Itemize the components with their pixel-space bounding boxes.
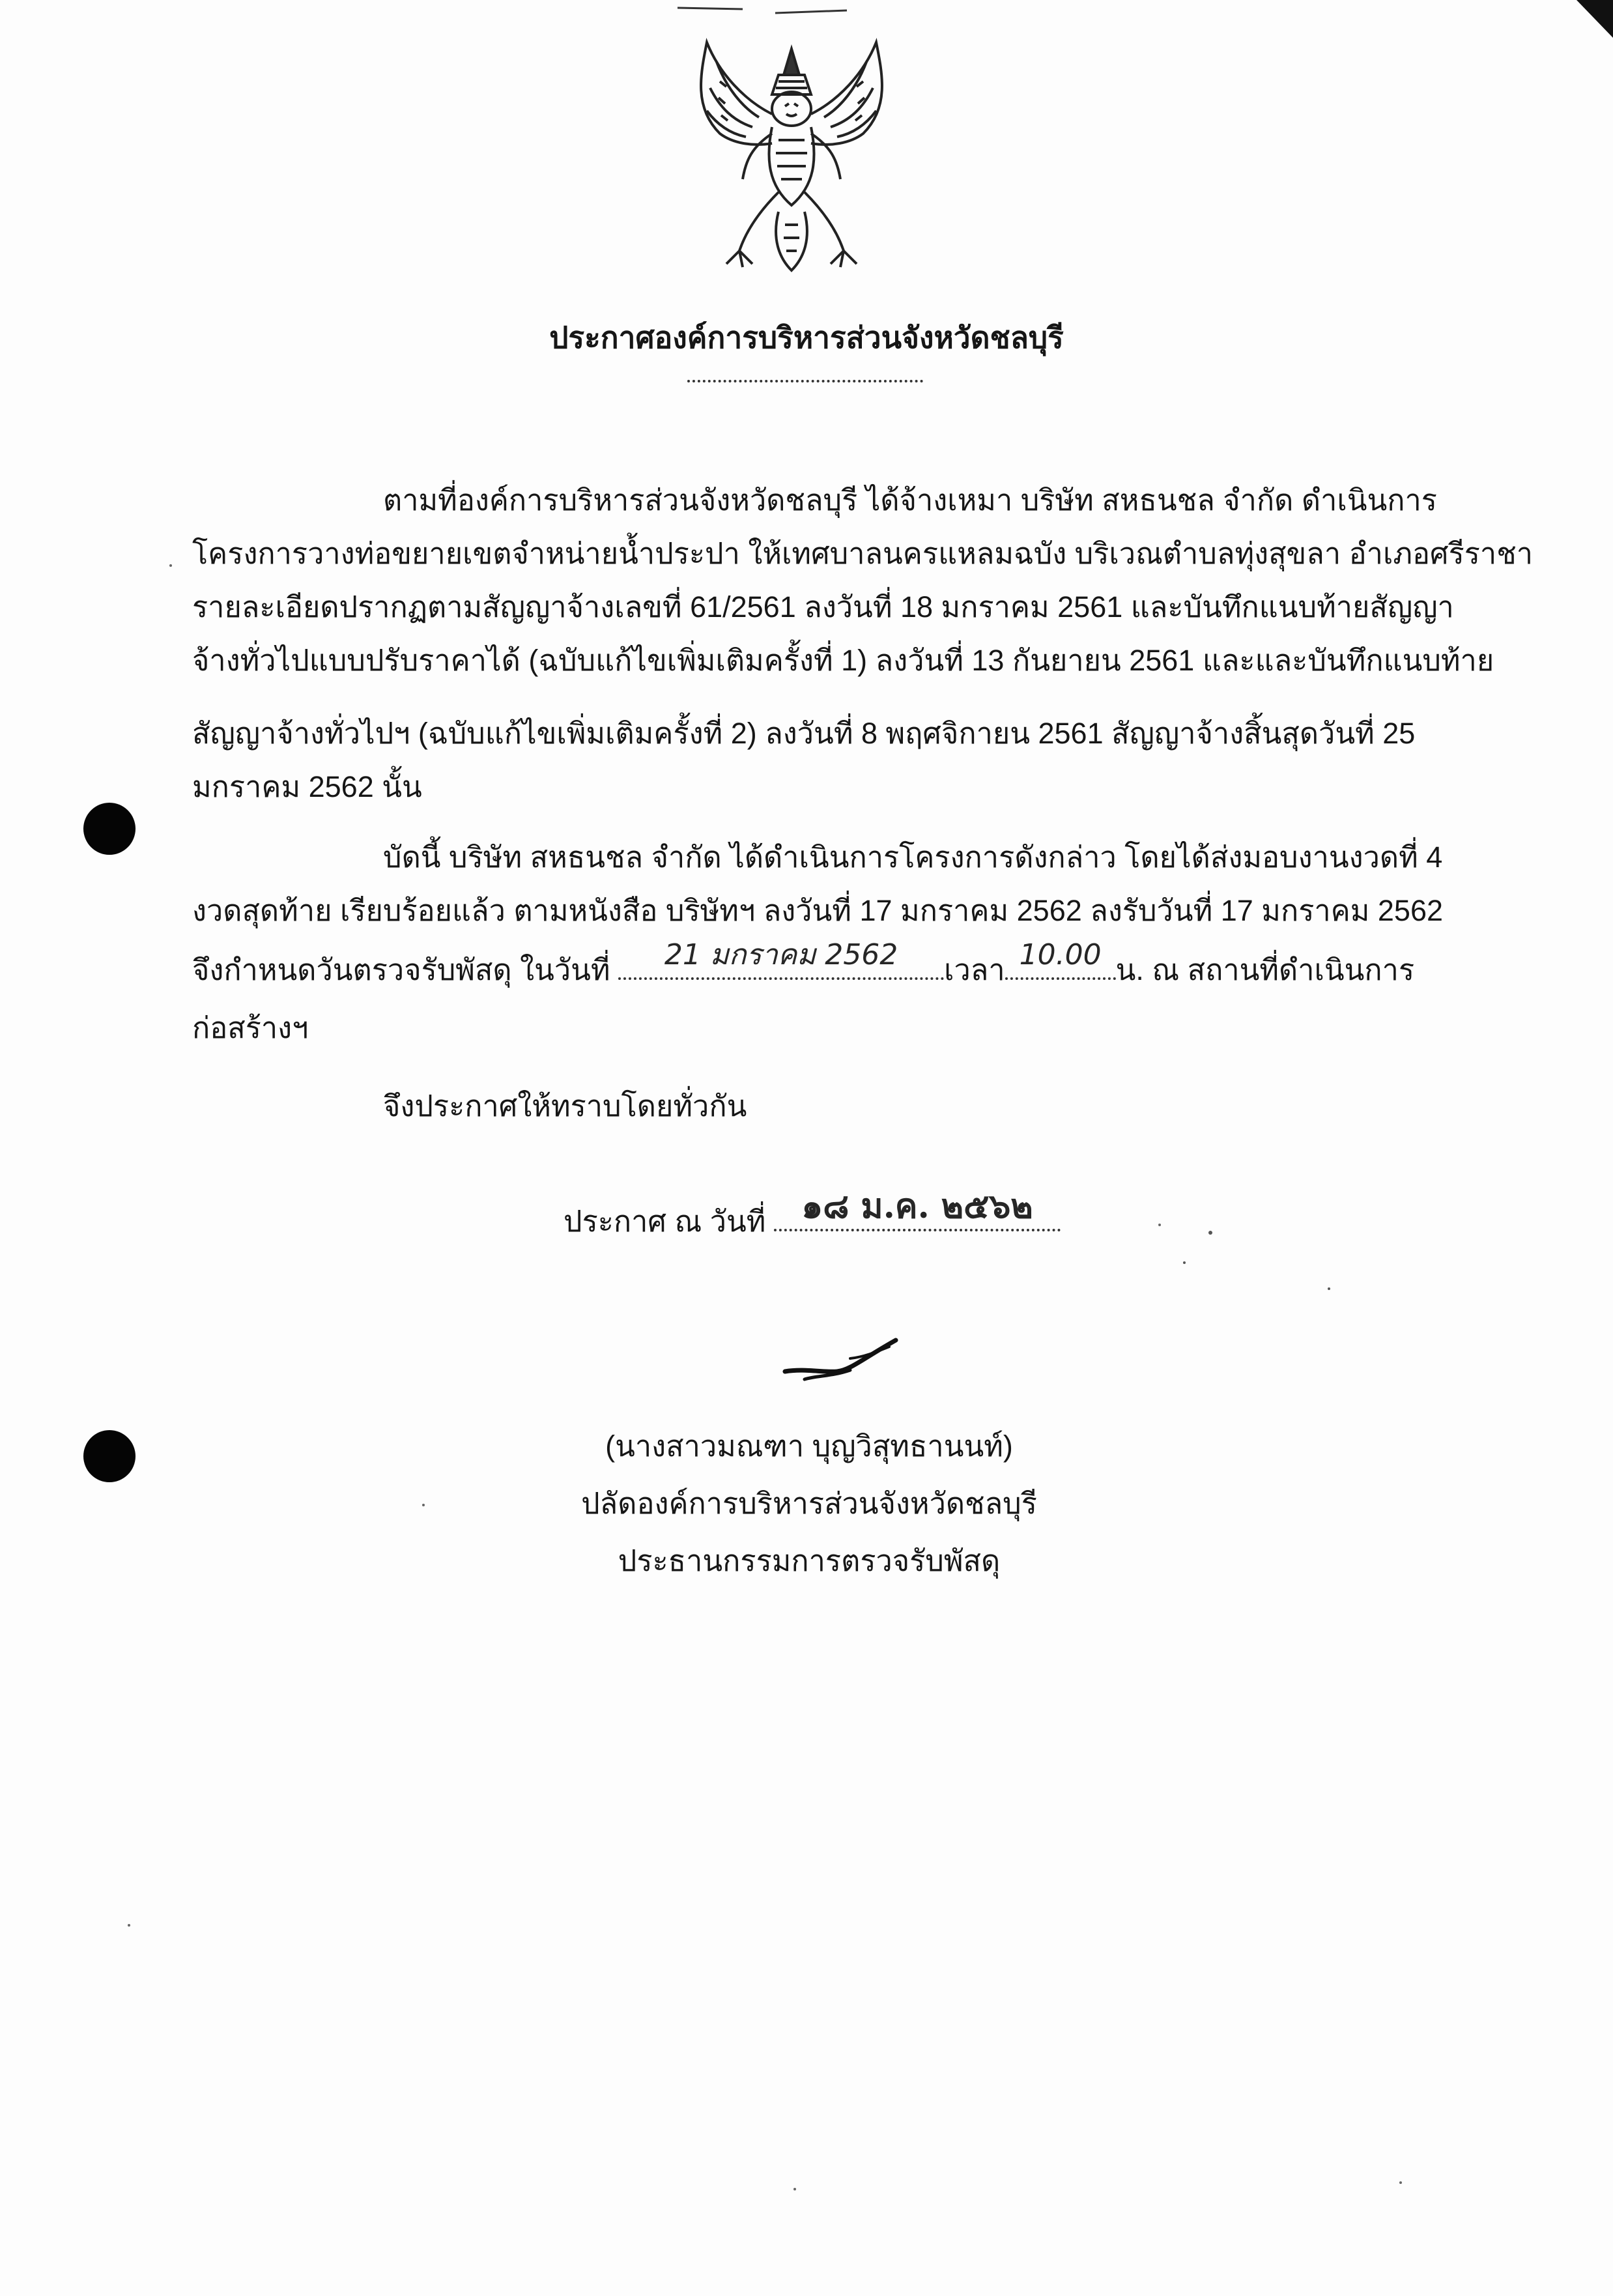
signatory-name: (นางสาวมณฑา บุญวิสุทธานนท์) (605, 1429, 1013, 1463)
announce-date-label: ประกาศ ณ วันที่ (564, 1205, 766, 1238)
inspection-prefix: จึงกำหนดวันตรวจรับพัสดุ ในวันที่ (192, 953, 610, 986)
document-title: ประกาศองค์การบริหารส่วนจังหวัดชลบุรี (549, 321, 1064, 354)
paragraph1-line6: มกราคม 2562 นั้น (192, 770, 422, 803)
signatory-position1: ปลัดองค์การบริหารส่วนจังหวัดชลบุรี (581, 1487, 1037, 1520)
paragraph1-line2: โครงการวางท่อขยายเขตจำหน่ายน้ำประปา ให้เทศบาลนครแหลมฉบัง บริเวณตำบลทุ่งสุขลา อำเภอศรีราชา (192, 537, 1534, 570)
inspection-suffix: น. ณ สถานที่ดำเนินการ (1115, 953, 1415, 986)
signatory-position2: ประธานกรรมการตรวจรับพัสดุ (618, 1544, 1001, 1577)
inspection-date-handwritten: 21 มกราคม 2562 (664, 938, 898, 971)
inspection-line-end: ก่อสร้างฯ (192, 1011, 309, 1044)
paragraph1-line1: ตามที่องค์การบริหารส่วนจังหวัดชลบุรี ได้จ้างเหมา บริษัท สหธนชล จำกัด ดำเนินการ (383, 483, 1437, 517)
paragraph2-line1: บัดนี้ บริษัท สหธนชล จำกัด ได้ดำเนินการโครงการดังกล่าว โดยได้ส่งมอบงานงวดที่ 4 (383, 840, 1443, 874)
paragraph1-line4: จ้างทั่วไปแบบปรับราคาได้ (ฉบับแก้ไขเพิ่มเติมครั้งที่ 1) ลงวันที่ 13 กันยายน 2561 และและบันทึกแนบท้าย (192, 644, 1494, 677)
announce-date-handwritten: ๑๘ ม.ค. ๒๕๖๒ (801, 1186, 1033, 1226)
paragraph1-line3: รายละเอียดปรากฏตามสัญญาจ้างเลขที่ 61/2561 ลงวันที่ 18 มกราคม 2561 และบันทึกแนบท้ายสัญญา (192, 590, 1454, 624)
inspection-time-label: เวลา (944, 953, 1005, 986)
paragraph2-line2: งวดสุดท้าย เรียบร้อยแล้ว ตามหนังสือ บริษัทฯ ลงวันที่ 17 มกราคม 2562 ลงรับวันที่ 17 มกราคม 2562 (192, 894, 1444, 927)
closing-text: จึงประกาศให้ทราบโดยทั่วกัน (383, 1089, 747, 1123)
paragraph1-line5: สัญญาจ้างทั่วไปฯ (ฉบับแก้ไขเพิ่มเติมครั้งที่ 2) ลงวันที่ 8 พฤศจิกายน 2561 สัญญาจ้างสิ้นสุดวันที่ 25 (192, 717, 1416, 750)
inspection-time-handwritten: 10.00 (1019, 938, 1102, 971)
